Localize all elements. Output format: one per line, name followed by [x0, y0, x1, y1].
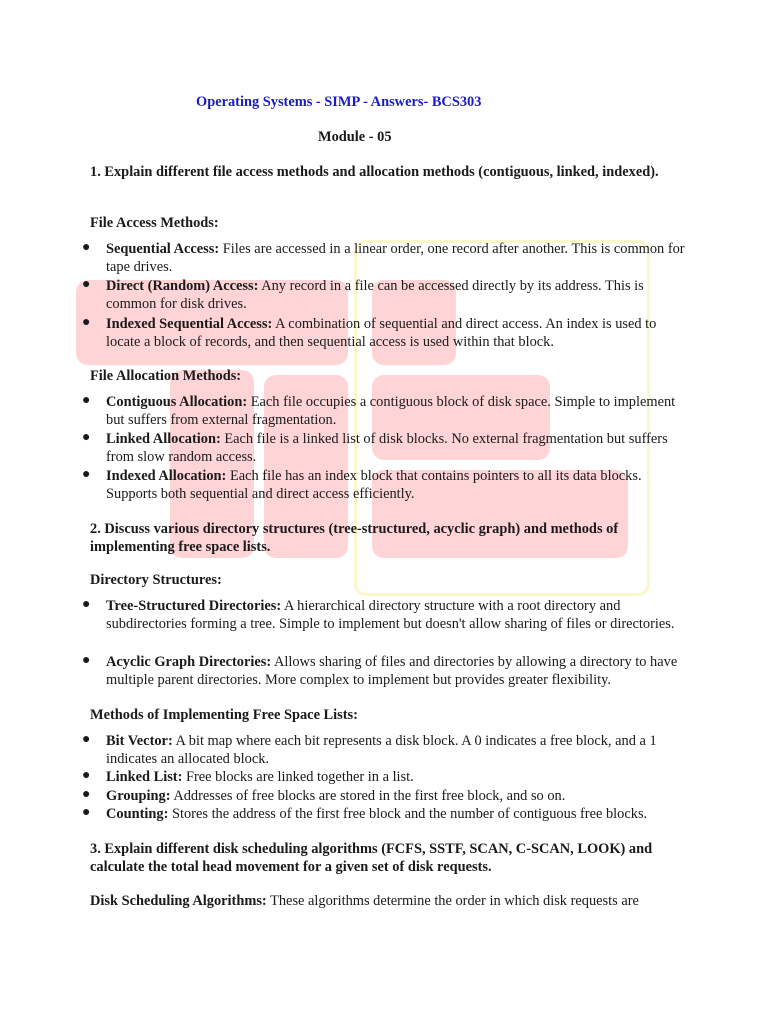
- list-item: [106, 467, 686, 504]
- paragraph-term: Disk Scheduling Algorithms:: [90, 893, 267, 909]
- disk-scheduling-paragraph: [90, 892, 680, 910]
- bullet-icon: ●: [82, 787, 91, 802]
- paragraph-text: These algorithms determine the order in which disk requests are: [266, 893, 639, 909]
- list-item: [106, 653, 686, 690]
- item-term: Grouping:: [106, 788, 171, 804]
- item-text: Each file has an index block that contains pointers to all its data blocks. Supports both sequential and direct access efficiently.: [106, 468, 642, 503]
- list-item: [106, 240, 686, 277]
- item-term: Sequential Access:: [106, 241, 220, 257]
- document-title: Operating Systems - SIMP - Answers- BCS303: [196, 94, 482, 110]
- bullet-icon: ●: [82, 768, 91, 783]
- item-text: Any record in a file can be accessed directly by its address. This is common for disk drives.: [106, 278, 644, 313]
- section-heading-allocation: File Allocation Methods:: [90, 368, 242, 384]
- list-item: [106, 277, 686, 314]
- question-3: 3. Explain different disk scheduling algorithms (FCFS, SSTF, SCAN, C-SCAN, LOOK) and calculate the total head movement for a given set of disk requests.: [90, 841, 653, 876]
- section-heading-free-space: Methods of Implementing Free Space Lists:: [90, 707, 358, 723]
- item-text: Each file occupies a contiguous block of disk space. Simple to implement but suffers from external fragmentation.: [106, 394, 676, 429]
- item-term: Indexed Allocation:: [106, 468, 227, 484]
- item-text: A hierarchical directory structure with a root directory and subdirectories forming a tree. Simple to implement but doesn't allow sharing of files or directories.: [106, 598, 675, 633]
- item-term: Tree-Structured Directories:: [106, 598, 282, 614]
- bullet-icon: ●: [82, 805, 91, 820]
- item-term: Direct (Random) Access:: [106, 278, 259, 294]
- bullet-icon: ●: [82, 240, 91, 255]
- item-text: Files are accessed in a linear order, one record after another. This is common for tape drives.: [106, 241, 685, 276]
- bullet-icon: ●: [82, 277, 91, 292]
- list-item: [106, 732, 686, 769]
- bullet-icon: ●: [82, 653, 91, 668]
- bullet-icon: ●: [82, 393, 91, 408]
- module-heading: Module - 05: [318, 129, 392, 145]
- item-term: Linked List:: [106, 769, 183, 785]
- item-term: Linked Allocation:: [106, 431, 221, 447]
- list-item: [106, 315, 686, 352]
- item-text: A combination of sequential and direct access. An index is used to locate a block of records, and then sequential access is used within that block.: [106, 316, 657, 351]
- section-heading-directory: Directory Structures:: [90, 572, 222, 588]
- bullet-icon: ●: [82, 732, 91, 747]
- item-text: A bit map where each bit represents a disk block. A 0 indicates a free block, and a 1 indicates an allocated block.: [106, 733, 657, 768]
- bullet-icon: ●: [82, 597, 91, 612]
- item-term: Counting:: [106, 806, 169, 822]
- item-text: Stores the address of the first free block and the number of contiguous free blocks.: [168, 806, 648, 822]
- item-term: Indexed Sequential Access:: [106, 316, 273, 332]
- list-item: [106, 805, 686, 823]
- bullet-icon: ●: [82, 315, 91, 330]
- list-item: [106, 430, 686, 467]
- list-item: [106, 768, 686, 786]
- section-heading-access: File Access Methods:: [90, 215, 219, 231]
- question-2: 2. Discuss various directory structures (tree-structured, acyclic graph) and methods of implementing free space lists.: [90, 521, 619, 556]
- item-text: Addresses of free blocks are stored in the first free block, and so on.: [170, 788, 566, 804]
- item-term: Contiguous Allocation:: [106, 394, 248, 410]
- list-item: [106, 393, 686, 430]
- question-1: 1. Explain different file access methods and allocation methods (contiguous, linked, indexed).: [90, 164, 659, 180]
- list-item: [106, 787, 686, 805]
- bullet-icon: ●: [82, 467, 91, 482]
- item-text: Each file is a linked list of disk blocks. No external fragmentation but suffers from slow random access.: [106, 431, 668, 466]
- item-term: Bit Vector:: [106, 733, 173, 749]
- item-text: Free blocks are linked together in a list.: [182, 769, 414, 785]
- bullet-icon: ●: [82, 430, 91, 445]
- list-item: [106, 597, 686, 634]
- item-term: Acyclic Graph Directories:: [106, 654, 272, 670]
- item-text: Allows sharing of files and directories by allowing a directory to have multiple parent directories. More complex to implement but provides greater flexibility.: [106, 654, 678, 689]
